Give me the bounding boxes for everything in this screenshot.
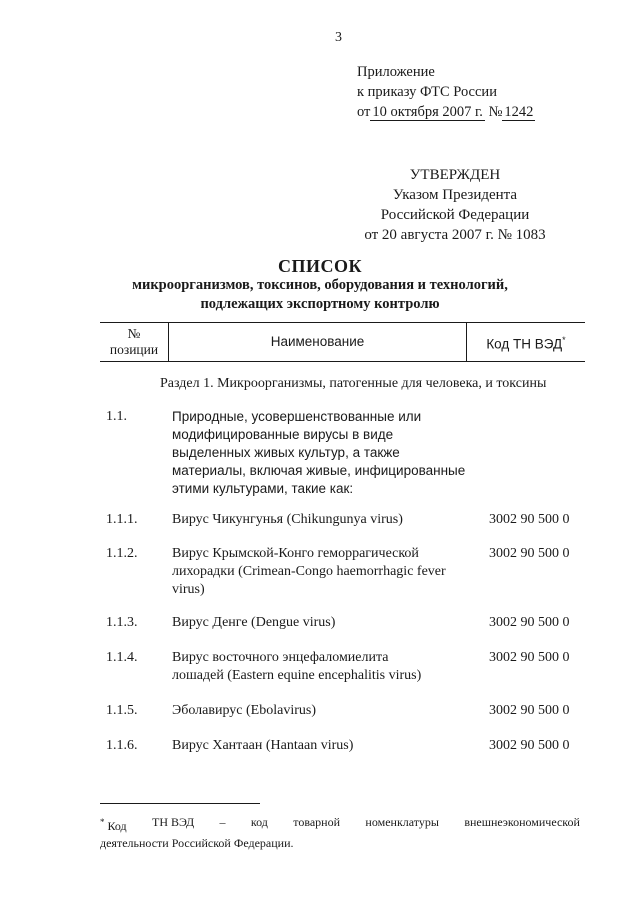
item-code: 3002 90 500 0 bbox=[489, 738, 570, 753]
footnote-word bbox=[100, 814, 127, 835]
item-name-line: Вирус восточного энцефаломиелита bbox=[172, 650, 389, 665]
appendix-block bbox=[357, 62, 535, 122]
footnote-line1 bbox=[100, 814, 580, 835]
item-code: 3002 90 500 0 bbox=[489, 546, 570, 561]
footnote-word: ТН ВЭД bbox=[152, 815, 195, 829]
subtitle-line2: подлежащих экспортному контролю bbox=[200, 296, 440, 312]
item-name-line: лошадей (Eastern equine encephalitis virus) bbox=[172, 668, 422, 683]
footnote-word: – bbox=[219, 815, 226, 829]
item-name-line: этими культурами, такие как: bbox=[172, 481, 354, 496]
appendix-line1: Приложение bbox=[357, 64, 435, 80]
approved-line1: УТВЕРЖДЕН bbox=[409, 167, 501, 183]
footnote-mark: * bbox=[100, 817, 105, 827]
item-name bbox=[172, 649, 472, 685]
item-number: 1.1.3. bbox=[106, 615, 138, 630]
item-name-line: материалы, включая живые, инфицированные bbox=[172, 463, 466, 478]
item-code: 3002 90 500 0 bbox=[489, 512, 570, 527]
approved-line3: Российской Федерации bbox=[380, 207, 530, 223]
item-code: 3002 90 500 0 bbox=[489, 615, 570, 630]
footnote-word: номенклатуры bbox=[365, 815, 439, 829]
item-name bbox=[172, 614, 472, 632]
document-title: СПИСОК bbox=[277, 256, 363, 276]
item-number: 1.1. bbox=[106, 409, 127, 424]
appendix-number-prefix: № bbox=[488, 104, 503, 120]
item-code: 3002 90 500 0 bbox=[489, 650, 570, 665]
header-code-label: Код ТН ВЭД bbox=[486, 336, 563, 352]
appendix-date: 10 октября 2007 г. bbox=[372, 104, 483, 120]
footnote-word: товарной bbox=[293, 815, 341, 829]
header-code bbox=[467, 323, 586, 362]
item-name bbox=[172, 702, 472, 720]
item-name-line: Вирус Денге (Dengue virus) bbox=[172, 615, 336, 630]
appendix-date-line bbox=[357, 102, 535, 122]
item-number: 1.1.6. bbox=[106, 738, 138, 753]
appendix-number: 1242 bbox=[504, 104, 534, 120]
appendix-date-prefix: от bbox=[357, 104, 371, 120]
subtitle-line1: микроорганизмов, токсинов, оборудования и технологий, bbox=[132, 277, 508, 293]
item-name bbox=[172, 511, 472, 529]
approved-line2: Указом Президента bbox=[392, 187, 518, 203]
document-subtitle bbox=[0, 276, 640, 314]
appendix-line2: к приказу ФТС России bbox=[357, 84, 497, 100]
footnote-word: код bbox=[250, 815, 268, 829]
item-name-line: virus) bbox=[172, 582, 205, 597]
approved-line4: от 20 августа 2007 г. № 1083 bbox=[364, 227, 546, 243]
header-name: Наименование bbox=[169, 323, 467, 362]
item-number: 1.1.2. bbox=[106, 546, 138, 561]
footnote bbox=[100, 814, 580, 852]
table-header bbox=[100, 322, 585, 362]
approved-block bbox=[340, 165, 570, 245]
item-name-line: Вирус Крымской-Конго геморрагической bbox=[172, 546, 419, 561]
header-position-label: позиции bbox=[109, 342, 159, 357]
footnote-line2: деятельности Российской Федерации. bbox=[100, 836, 294, 850]
item-number: 1.1.5. bbox=[106, 703, 138, 718]
item-name-line: Вирус Чикунгунья (Chikungunya virus) bbox=[172, 512, 403, 527]
header-position bbox=[100, 323, 169, 362]
item-name bbox=[172, 737, 472, 755]
item-name bbox=[172, 408, 472, 498]
item-name-line: Эболавирус (Ebolavirus) bbox=[172, 703, 316, 718]
item-name-line: лихорадки (Crimean-Congo haemorrhagic fever bbox=[172, 564, 446, 579]
footnote-word-text: Код bbox=[107, 819, 127, 833]
item-number: 1.1.1. bbox=[106, 512, 138, 527]
item-name-line: модифицированные вирусы в виде bbox=[172, 427, 394, 442]
header-position-mark: № bbox=[127, 326, 141, 341]
header-code-mark: * bbox=[562, 334, 566, 345]
item-code: 3002 90 500 0 bbox=[489, 703, 570, 718]
item-name-line: Вирус Хантаан (Hantaan virus) bbox=[172, 738, 354, 753]
page-number: 3 bbox=[335, 30, 342, 45]
item-number: 1.1.4. bbox=[106, 650, 138, 665]
item-name-line: выделенных живых культур, а также bbox=[172, 445, 400, 460]
item-name-line: Природные, усовершенствованные или bbox=[172, 409, 422, 424]
footnote-divider bbox=[100, 803, 260, 804]
footnote-word: внешнеэкономической bbox=[464, 815, 580, 829]
section-title: Раздел 1. Микроорганизмы, патогенные для человека, и токсины bbox=[160, 376, 547, 391]
item-name bbox=[172, 545, 472, 599]
